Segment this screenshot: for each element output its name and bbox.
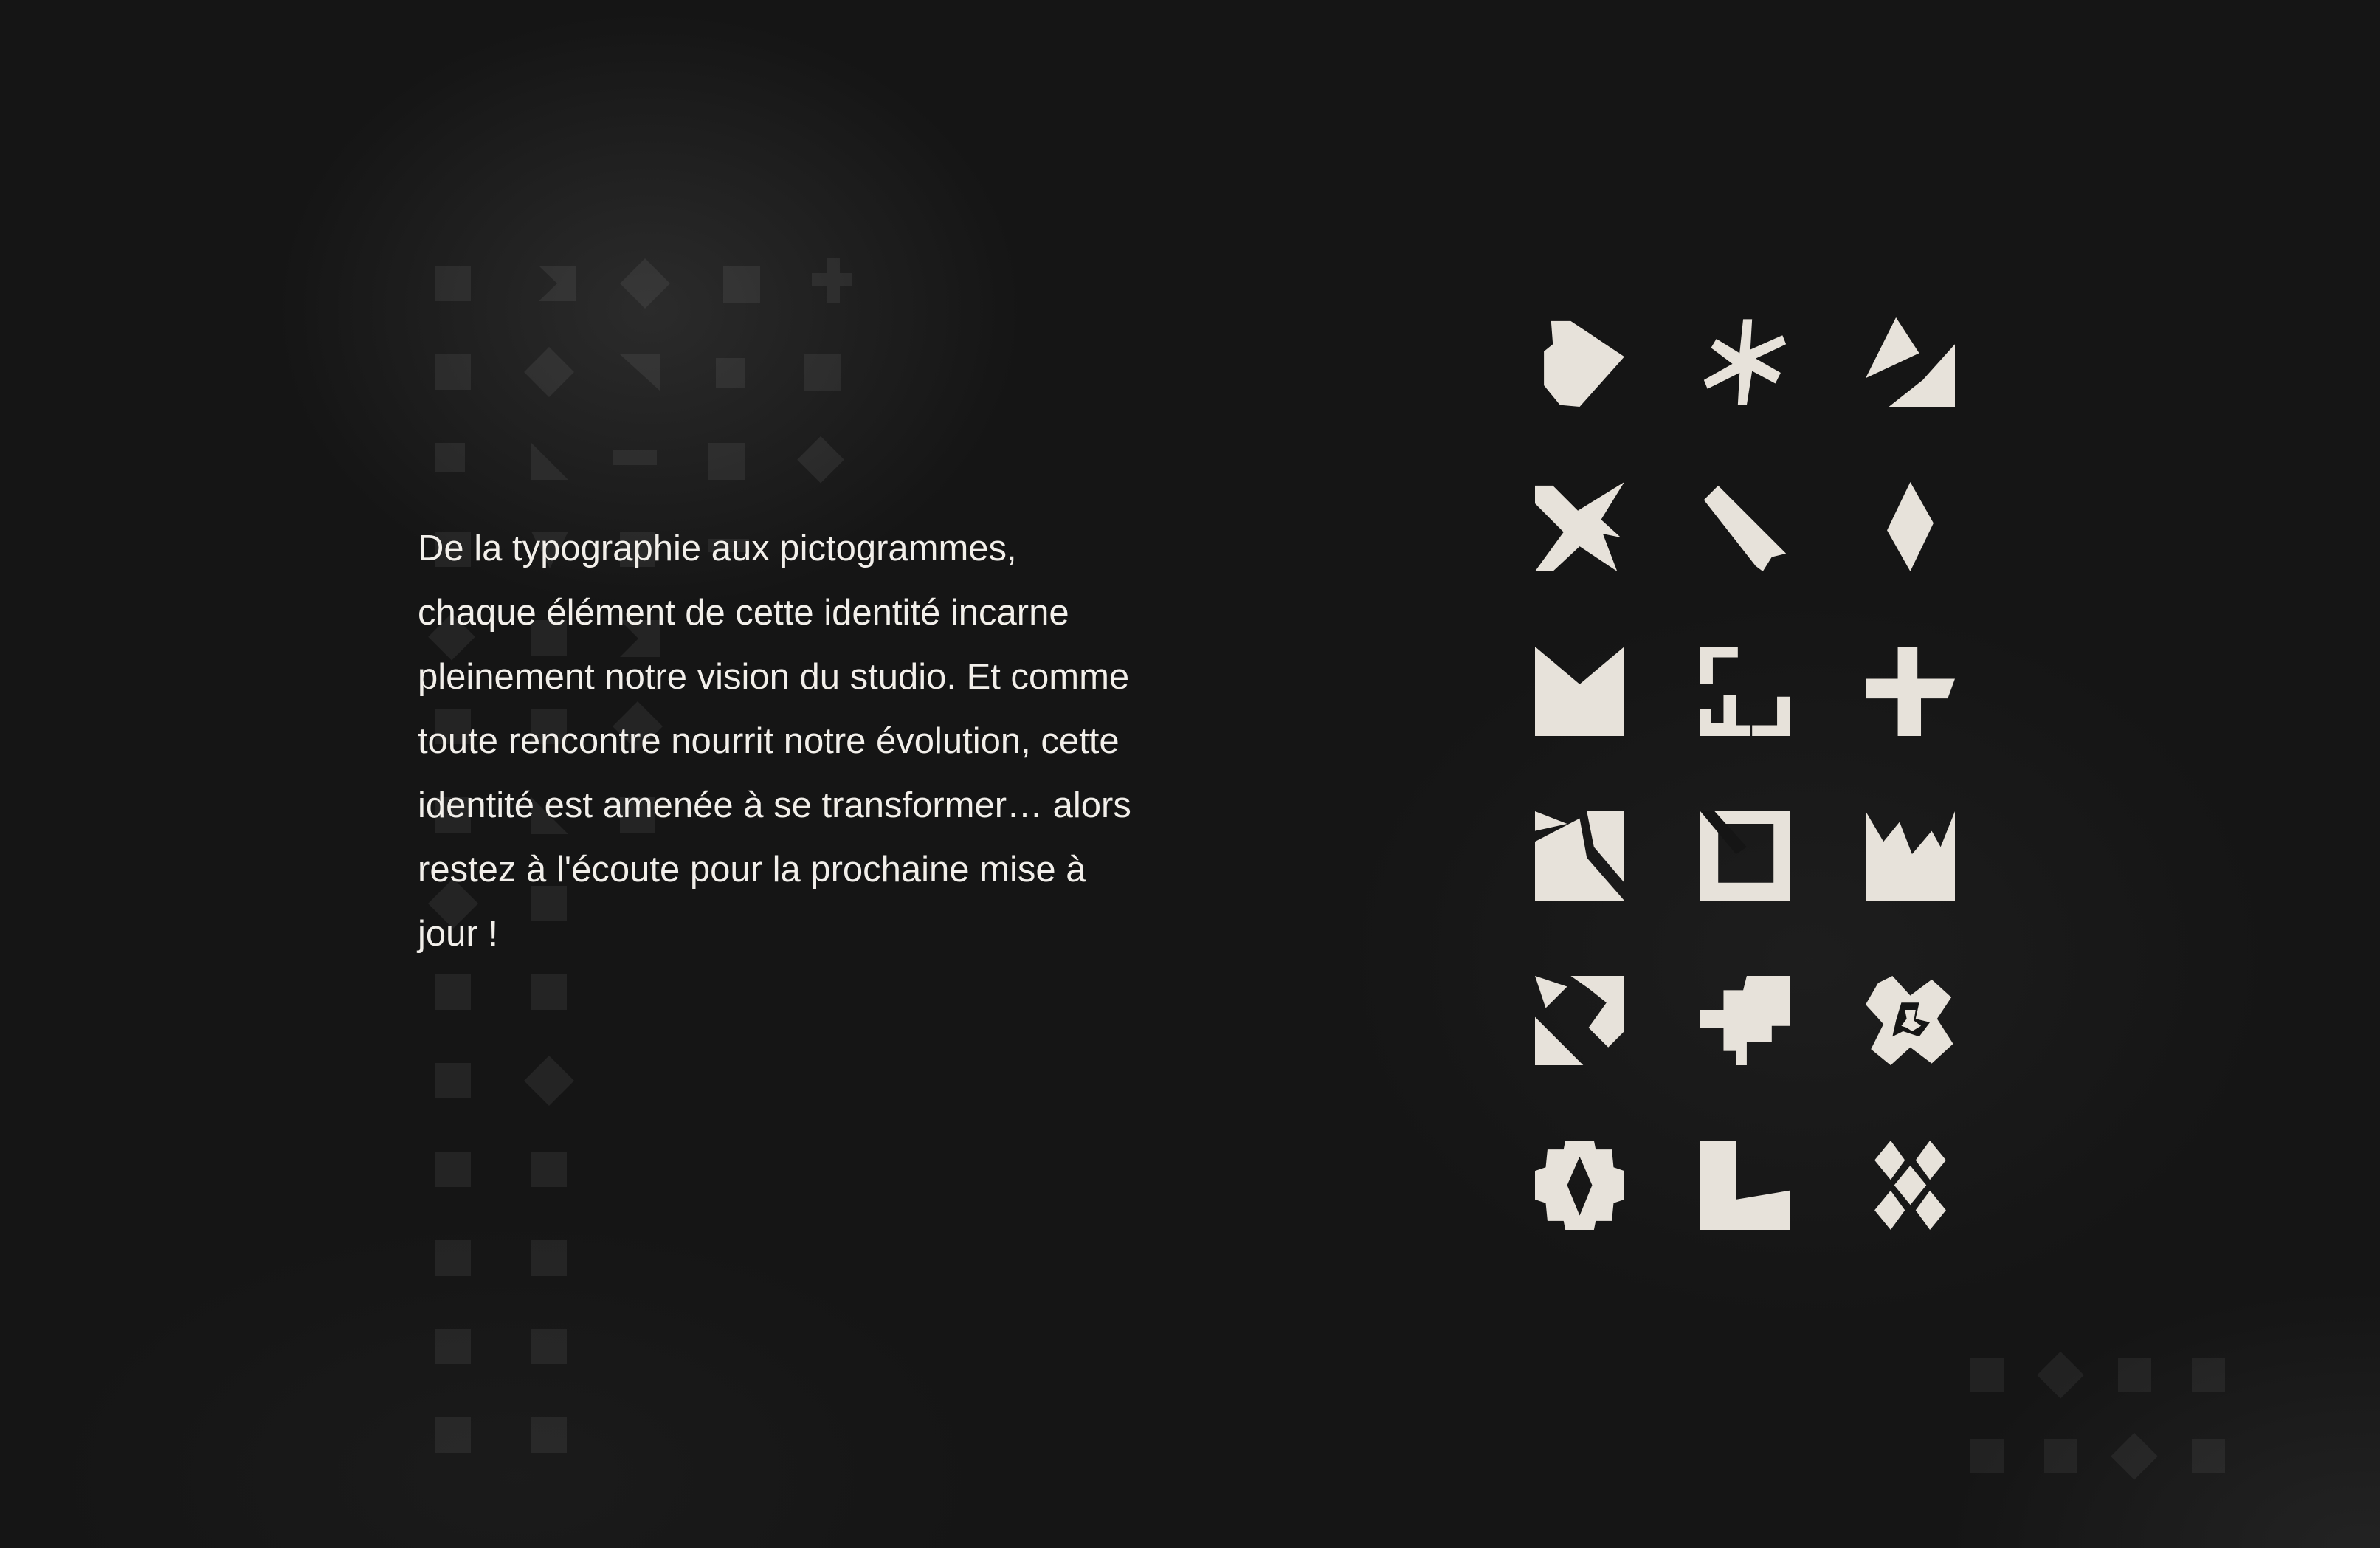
background-pictogram-pattern-corner — [1956, 1344, 2325, 1506]
cross-icon — [1535, 482, 1624, 571]
zigzag-block-icon — [1866, 811, 1955, 901]
description-line-3: pleinement notre vision du studio. Et comme — [418, 657, 1130, 697]
notch-square-icon — [1535, 647, 1624, 736]
plus-icon — [1866, 647, 1955, 736]
diamond-icon — [1866, 482, 1955, 571]
description-line-7: jour ! — [418, 914, 498, 954]
description-line-5: identité est amenée à se transformer… alors — [418, 785, 1131, 825]
asterisk-icon — [1700, 317, 1790, 407]
woven-x-icon — [1866, 976, 1955, 1065]
description-line-4: toute rencontre nourrit notre évolution, cette — [418, 721, 1120, 761]
square-frame-icon — [1700, 811, 1790, 901]
checker-x-icon — [1866, 1141, 1955, 1230]
pictogram-grid — [1535, 317, 1955, 1230]
cut-corner-icon — [1535, 811, 1624, 901]
corner-brackets-icon — [1700, 647, 1790, 736]
l-shape-icon — [1700, 1141, 1790, 1230]
description-line-1: De la typographie aux pictogrammes, — [418, 529, 1017, 568]
identity-description — [418, 517, 1252, 966]
description-line-6: restez à l'écoute pour la prochaine mise à — [418, 850, 1086, 890]
split-triangle-icon — [1866, 317, 1955, 407]
pointer-shape-icon — [1535, 317, 1624, 407]
diagonal-arrow-icon — [1535, 976, 1624, 1065]
description-line-2: chaque élément de cette identité incarne — [418, 593, 1069, 633]
blob-cross-icon — [1700, 976, 1790, 1065]
gear-diamond-icon — [1535, 1141, 1624, 1230]
diagonal-bar-icon — [1700, 482, 1790, 571]
